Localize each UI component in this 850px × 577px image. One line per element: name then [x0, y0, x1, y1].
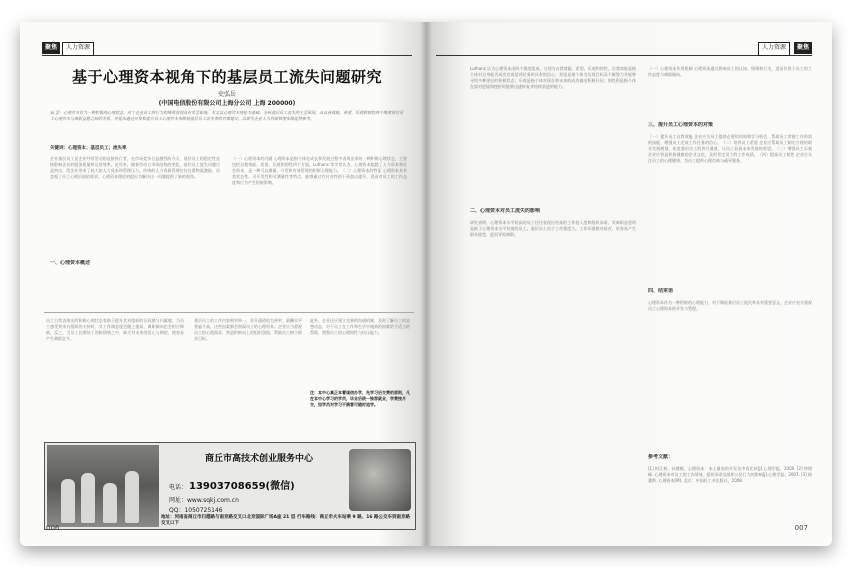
ad-award-photo — [349, 449, 411, 511]
spine-fold — [420, 22, 432, 546]
body-column-4: 基层员工的工作内容相对单一，晋升通道较为狭窄，薪酬水平普遍不高，这些因素都会削弱员工的心理资本。企业应当重视员工的心理需求，营造积极向上的组织氛围，帮助员工树立职业目标。 — [194, 318, 302, 341]
ad-phone-number: 13903708659(微信) — [189, 481, 295, 492]
right-page-number: 007 — [794, 524, 808, 532]
references-list: [1] 柯江林，孙健敏，心理资本：本土量表的开发及中西比较[J].心理学报，2009. [2] 仲理峰. 心理资本对员工的工作绩效、组织承诺及组织公民行为的影响[J].心理学报，2007. [3] 路桑斯. 心理资本[M]. 北京：中国轻工业出版社，2008. — [648, 466, 812, 483]
right-column-2c: 心理资本作为一种积极的心理能力，对于降低基层员工流失率具有重要意义。企业应充分重视员工心理资本的开发与管理。 — [648, 300, 812, 311]
left-page — [20, 22, 426, 546]
article-keywords: 关键词：心理资本；基层员工；流失率 — [50, 146, 127, 151]
magazine-spread — [20, 22, 832, 546]
article-affiliation: (中国电信股份有限公司上海分公司 上海 200000) — [158, 100, 296, 107]
right-page — [426, 22, 832, 546]
references-title: 参考文献： — [648, 454, 674, 460]
right-column-2a: （一）心理资本作用机制 心理资本通过影响员工的认知、情绪和行为，进而作用于员工的工作态度与离职倾向。 — [648, 66, 812, 77]
left-header-section: 人力资源 — [62, 42, 94, 56]
ad-note-text: 注：本中心真正本着诚信办学，先学习后交费的原则，凡在本中心学习的学员，毕业后统一推荐就业，学费按月交，如学员对学习不满意可随时退学。 — [310, 390, 410, 407]
right-header-tag: 聚焦 — [794, 42, 812, 54]
ad-title: 商丘市高技术创业服务中心 — [205, 454, 314, 464]
body-column-2: （一）心理资本的内涵 心理资本是指个体在成长和发展过程中表现出来的一种积极心理状态，主要包括自我效能、希望、乐观和韧性四个方面。Luthans 等学者认为，心理资本超越了人力资本和社会资本，是一种可以测量、开发和有效管理的积极心理能力。（二）心理资本的特征 心理资本具有类状态性、可开发性和可测量性等特点，能够通过有针对性的干预加以提升，进而对员工的工作态度和行为产生积极影响。 — [232, 156, 407, 185]
left-page-number: 006 — [46, 524, 60, 532]
left-header-bar — [42, 45, 412, 56]
right-column-1a: Luthans 认为心理资本由四个维度组成，分别为自我效能、希望、乐观和韧性。自我效能是指个体对自身能否成功完成某项任务所具有的信心；希望是指个体为实现目标而不断努力并能够寻找多种途径的积极状态；乐观是指个体对现在和未来的成功做出积极归因；韧性则是指个体在面对逆境和挫折时能够迅速恢复并持续前进的能力。 — [470, 66, 636, 89]
body-column-1: 企业基层员工是企业经营活动的直接执行者，在市场竞争日益激烈的今天，基层员工的稳定性直接影响企业的服务质量和运营效率。近年来，随着劳动力市场结构的变化，基层员工流失问题日益突出，给企业带来了较大的人力成本和管理压力。传统的人力资源管理往往注重物质激励，而忽视了员工心理层面的需求。心理资本理论的提出为解决这一问题提供了新的视角。 — [50, 156, 220, 179]
right-column-2b: （一）提升员工自我效能 企业应为员工提供必要的培训和学习机会，帮助员工掌握工作所需的技能，增强员工完成工作任务的信心。（二）培养员工希望 企业应帮助员工制定合理的职业发展规划，拓宽基层员工的晋升通道，让员工看到未来发展的希望。（三）增强员工乐观 企业应营造积极健康的企业文化，及时肯定员工的工作成绩。（四）提高员工韧性 企业应关注员工的心理健康，为员工提供心理咨询与疏导服务。 — [648, 134, 812, 163]
right-section-heading-1: 二、心理资本对员工流失的影响 — [470, 208, 541, 214]
section-heading-1: 一、心理资本概述 — [50, 260, 91, 266]
right-header-section: 人力资源 — [758, 42, 790, 56]
article-title: 基于心理资本视角下的基层员工流失问题研究 — [71, 68, 382, 86]
ad-phone-label: 电话： — [169, 484, 188, 491]
article-abstract: 摘 要：心理资本作为一种积极的心理状态，对于企业员工的行为和绩效表现具有重要影响，本文以心理资本理论为基础，分析基层员工流失的主要原因，从自我效能、希望、乐观和韧性四个维度探讨员工心理资本与离职意愿之间的关系，并提出通过开发和提升员工心理资本来降低基层员工流失率的对策建议，以期为企业人力资源管理实践提供参考。 — [50, 110, 404, 121]
ad-group-photo — [47, 445, 159, 527]
right-column-1b: 研究表明，心理资本水平较高的员工往往表现出更高的工作投入度和组织承诺，其离职意愿明显低于心理资本水平较低的员工。基层员工由于工作强度大、工作环境相对艰苦，更容易产生职业倦怠，进而导致离职。 — [470, 220, 636, 237]
left-header-tag: 聚焦 — [42, 42, 60, 54]
ad-phone — [169, 477, 295, 492]
ad-qq: QQ：1050725146 — [169, 507, 223, 514]
right-section-heading-3: 四、结束语 — [648, 288, 674, 294]
ad-website: 网址：www.sqkj.com.cn — [169, 497, 239, 504]
advertisement — [44, 442, 416, 530]
body-column-5: 此外，企业还应建立完善的沟通机制，及时了解员工的思想动态，对于员工在工作和生活中遇到的困难给予适当的帮助，增强员工的心理韧性与抗压能力。 — [310, 318, 410, 335]
body-column-3: 员工日常表现出的积极心理状态有助于提升其对组织的认同感与归属感。当员工感受到来自组织的支持时，其工作满意度会随之提高，离职倾向也会相应降低。反之，当员工长期处于消极情绪之中，缺乏对未来的信心与期望，便容易产生离职念头。 — [46, 318, 184, 341]
section-divider — [44, 312, 414, 313]
article-author: 史弘岳 — [217, 91, 236, 98]
right-header-bar — [436, 45, 812, 56]
ad-address: 地址：河南省商丘市归德路与南京路交叉口北京国际广场A座 21 层 行车路线：商丘市火车站乘 9 路、16 路公交车到南京路交叉口下 — [161, 515, 411, 526]
right-section-heading-2: 三、提升员工心理资本的对策 — [648, 122, 714, 128]
